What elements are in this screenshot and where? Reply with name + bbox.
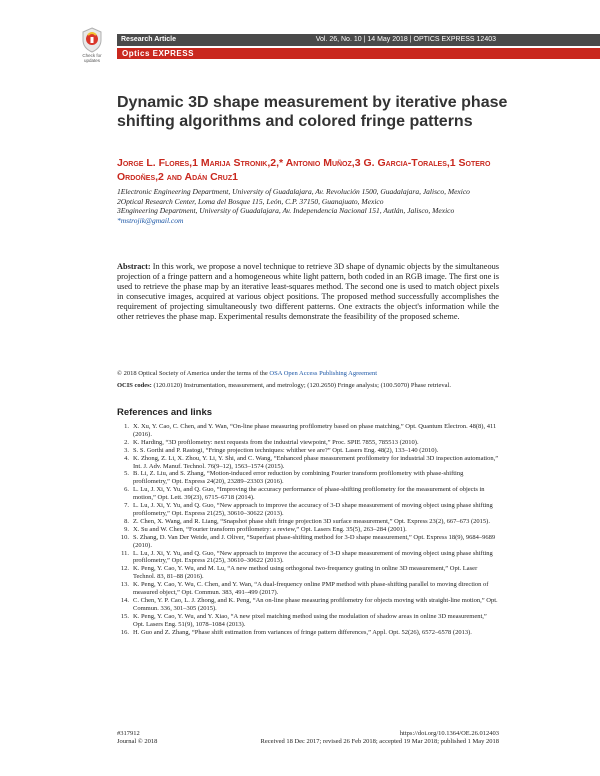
reference-item: 15. K. Peng, Y. Cao, Y. Wu, and Y. Xiao, “A new pixel matching method using the modulation of shadow areas in online 3D measurement,” Opt. Lasers Eng. 51(9), 1078–1084 (2013). — [120, 612, 487, 628]
logo-label: Check for updates — [82, 53, 102, 63]
footer-left — [117, 730, 157, 746]
open-access-link[interactable]: OSA Open Access Publishing Agreement — [269, 370, 378, 377]
journal-copyright: Journal © 2018 — [117, 738, 158, 745]
references-list — [117, 423, 499, 636]
reference-item: 1. X. Xu, Y. Cao, C. Chen, and Y. Wan, “On-line phase measuring profilometry based on phase matching,” Opt. Quantum Electron. 48(8), 411 (2016). — [124, 423, 497, 438]
affiliation-2: 2Optical Research Center, Loma del Bosque 115, León, C.P. 37150, Guanajuato, Mexico — [117, 196, 384, 206]
abstract-text: In this work, we propose a novel technique to retrieve 3D shape of dynamic objects by the simultaneous projection of a fringe pattern and a homogeneous white light pattern, both coded in an RGB image. The first one is used to retrieve the phase map by an iterative least-squares method. The second one is used to match object pixels in consecutive images, acquired at various object positions. The proposed method successfully accomplishes the requirement of projecting simultaneously two different patterns. One extracts the object's information while the other retrieves the phase map. Experimental results demonstrate the feasibility of the proposed scheme. — [117, 262, 499, 321]
reference-item: 13. K. Peng, Y. Cao, Y. Wu, C. Chen, and Y. Wan, “A dual-frequency online PMP method with phase-shifting parallel to moving direction of measured object,” Opt. Commun. 383, 491–499 (2017). — [120, 581, 489, 597]
reference-item: 5. B. Li, Z. Liu, and S. Zhang, “Motion-induced error reduction by combining Fourier transform profilometry with phase-shifting profilometry,” Opt. Express 24(20), 23289–23303 (2016). — [124, 470, 464, 486]
doi-link[interactable]: https://doi.org/10.1364/OE.26.012403 — [399, 730, 499, 737]
ocis-codes — [117, 382, 499, 390]
references-heading: References and links — [117, 407, 213, 418]
check-updates-icon — [81, 27, 103, 53]
reference-item: 9. X. Su and W. Chen, “Fourier transform profilometry: a review,” Opt. Lasers Eng. 35(5), 263–284 (2001). — [124, 525, 407, 533]
citation: Vol. 26, No. 10 | 14 May 2018 | OPTICS EXPRESS 12403 — [315, 36, 496, 43]
journal-name: Optics EXPRESS — [122, 49, 194, 58]
copyright — [117, 370, 499, 378]
publication-dates: Received 18 Dec 2017; revised 26 Feb 2018; accepted 19 Mar 2018; published 1 May 2018 — [260, 738, 499, 745]
paper-title: Dynamic 3D shape measurement by iterative phase shifting algorithms and colored fringe patterns — [117, 94, 508, 130]
affiliation-1: 1Electronic Engineering Department, University of Guadalajara, Av. Revolución 1500, Guadalajara, Jalisco, Mexico — [117, 187, 470, 196]
abstract — [117, 262, 499, 322]
reference-item: 3. S. S. Gorthi and P. Rastogi, “Fringe projection techniques: whither we are?” Opt. Lasers Eng. 48(2), 133–140 (2010). — [124, 446, 439, 454]
copyright-text: © 2018 Optical Society of America under the terms of the — [117, 370, 268, 377]
reference-item: 6. L. Lu, J. Xi, Y. Yu, and Q. Guo, “Improving the accuracy performance of phase-shifting profilometry for the measurement of objects in motion,” Opt. Lett. 39(23), 6715–6718 (2014). — [124, 486, 485, 502]
reference-item: 12. K. Peng, Y. Cao, Y. Wu, and M. Lu, “A new method using orthogonal two-frequency grating in online 3D measurement,” Opt. Laser Technol. 83, 81–88 (2016). — [120, 565, 478, 581]
reference-item: 2. K. Harding, “3D profilometry: next requests from the industrial viewpoint,” Proc. SPIE 7855, 785513 (2010). — [124, 438, 419, 446]
ocis-text: (120.0120) Instrumentation, measurement, and metrology; (120.2650) Fringe analysis; (100.5070) Phase retrieval. — [153, 382, 451, 389]
article-type: Research Article — [121, 36, 176, 43]
reference-item: 8. Z. Chen, X. Wang, and R. Liang, “Snapshot phase shift fringe projection 3D surface measurement,” Opt. Express 23(2), 667–673 (2015). — [124, 517, 490, 525]
journal-bar — [117, 48, 600, 59]
check-for-updates-logo[interactable] — [78, 27, 106, 67]
corresponding-email[interactable]: *mstrojik@gmail.com — [117, 215, 184, 225]
affiliations — [117, 187, 497, 225]
reference-item: 16. H. Guo and Z. Zhang, “Phase shift estimation from variances of fringe pattern differences,” Appl. Opt. 52(26), 6572–6578 (2013). — [120, 628, 472, 636]
authors: Jorge L. Flores,1 Marija Stronik,2,* Antonio Muñoz,3 G. Garcia-Torales,1 Sotero Ordoñes,2 and Adán Cruz1 — [117, 157, 491, 183]
reference-item: 10. S. Zhang, D. Van Der Weide, and J. Oliver, “Superfast phase-shifting method for 3-D shape measurement,” Opt. Express 18(9), 9684–9689 (2010). — [120, 533, 496, 549]
abstract-label: Abstract: — [117, 262, 151, 271]
footer-right — [261, 730, 499, 746]
header-bar — [117, 34, 600, 46]
reference-item: 7. L. Lu, J. Xi, Y. Yu, and Q. Guo, “New approach to improve the accuracy of 3-D shape measurement of moving object using phase shifting profilometry,” Opt. Express 21(25), 30610–30622 (2013). — [124, 502, 493, 517]
reference-item: 4. K. Zhong, Z. Li, X. Zhou, Y. Li, Y. Shi, and C. Wang, “Enhanced phase measurement profilometry for industrial 3D inspection automation,” Int. J. Adv. Manuf. Technol. 76(9–12), 1563–1574 (2015). — [124, 454, 499, 470]
page-footer — [117, 730, 499, 750]
ocis-label: OCIS codes: — [117, 382, 152, 389]
reference-item: 11. L. Lu, J. Xi, Y. Yu, and Q. Guo, “New approach to improve the accuracy of 3-D shape measurement of moving object using phase shifting profilometry,” Opt. Express 21(25), 30610–30622 (2013). — [121, 549, 493, 565]
reference-item: 14. C. Chen, Y. P. Cao, L. J. Zhong, and K. Peng, “An on-line phase measuring profilometry for objects moving with straight-line motion,” Opt. Commun. 336, 301–305 (2015). — [120, 596, 498, 612]
article-id: #317912 — [117, 730, 140, 737]
affiliation-3: 3Engineering Department, University of Guadalajara, Av. Independencia Nacional 151, Autlán, Jalisco, Mexico — [117, 206, 455, 215]
